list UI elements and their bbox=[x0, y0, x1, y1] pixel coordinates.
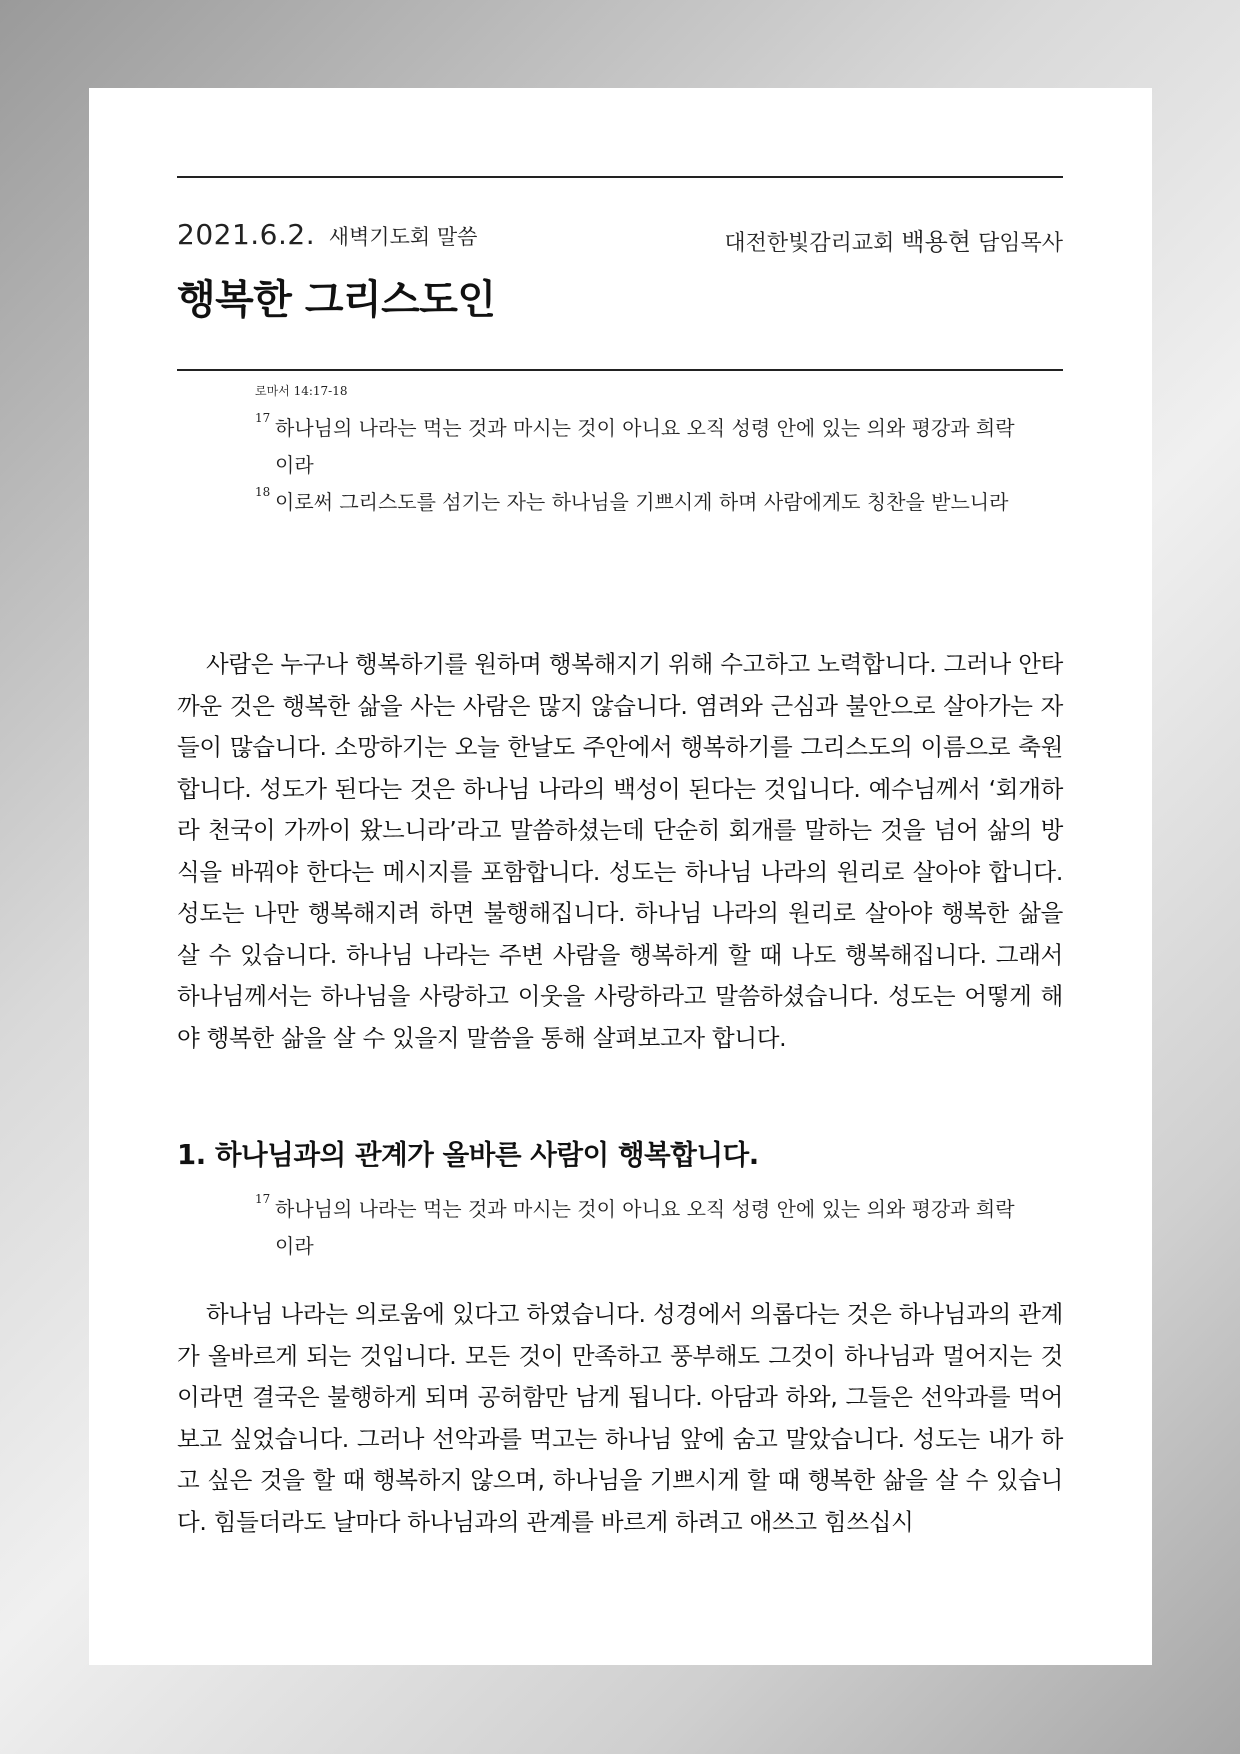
sermon-date-line bbox=[177, 218, 477, 251]
section-1-paragraph: 하나님 나라는 의로움에 있다고 하였습니다. 성경에서 의롭다는 것은 하나님과의 관계가 올바르게 되는 것입니다. 모든 것이 만족하고 풍부해도 그것이 하나님과 멀어지는 것이라면 결국은 불행하게 되며 공허함만 남게 됩니다. 아담과 하와, 그들은 선악과를 먹어보고 싶었습니다. 그러나 선악과를 먹고는 하나님 앞에 숨고 말았습니다. 성도는 내가 하고 싶은 것을 할 때 행복하지 않으며, 하나님을 기쁘시게 할 때 행복한 삶을 살 수 있습니다. 힘들더라도 날마다 하나님과의 관계를 바르게 하려고 애쓰고 힘쓰십시 bbox=[177, 1300, 1063, 1536]
service-label: 새벽기도회 말씀 bbox=[328, 225, 478, 249]
sermon-title: 행복한 그리스도인 bbox=[177, 277, 496, 323]
verse-18 bbox=[255, 484, 1015, 521]
verse-text: 이로써 그리스도를 섬기는 자는 하나님을 기쁘시게 하며 사람에게도 칭찬을 받느니라 bbox=[275, 490, 1009, 514]
verse-number: 17 bbox=[255, 411, 271, 425]
pastor-title: 담임목사 bbox=[977, 231, 1063, 256]
document-page bbox=[89, 88, 1152, 1665]
verse-text: 하나님의 나라는 먹는 것과 마시는 것이 아니요 오직 성령 안에 있는 의와 평강과 희락이라 bbox=[275, 1197, 1015, 1258]
scripture-reference: 로마서 14:17-18 bbox=[255, 384, 348, 398]
pastor-name: 백용현 bbox=[901, 228, 971, 256]
verse-number: 17 bbox=[255, 1192, 271, 1206]
section-1-scripture bbox=[255, 1191, 1015, 1265]
title-rule bbox=[177, 369, 1063, 371]
preacher-line bbox=[724, 222, 1063, 257]
intro-paragraph: 사람은 누구나 행복하기를 원하며 행복해지기 위해 수고하고 노력합니다. 그러나 안타까운 것은 행복한 삶을 사는 사람은 많지 않습니다. 염려와 근심과 불안으로 살아가는 자들이 많습니다. 소망하기는 오늘 한날도 주안에서 행복하기를 그리스도의 이름으로 축원합니다. 성도가 된다는 것은 하나님 나라의 백성이 된다는 것입니다. 예수님께서 ‘회개하라 천국이 가까이 왔느니라’라고 말씀하셨는데 단순히 회개를 말하는 것을 넘어 삶의 방식을 바꿔야 한다는 메시지를 포함합니다. 성도는 하나님 나라의 원리로 살아야 합니다. 성도는 나만 행복해지려 하면 불행해집니다. 하나님 나라의 원리로 살아야 행복한 삶을 살 수 있습니다. 하나님 나라는 주변 사람을 행복하게 할 때 나도 행복해집니다. 그래서 하나님께서는 하나님을 사랑하고 이웃을 사랑하라고 말씀하셨습니다. 성도는 어떻게 해야 행복한 삶을 살 수 있을지 말씀을 통해 살펴보고자 합니다. bbox=[177, 650, 1063, 1052]
verse-17 bbox=[255, 410, 1015, 484]
verse-text: 하나님의 나라는 먹는 것과 마시는 것이 아니요 오직 성령 안에 있는 의와 평강과 희락이라 bbox=[275, 416, 1015, 477]
top-rule bbox=[177, 176, 1063, 178]
verse-number: 18 bbox=[255, 485, 271, 499]
verse-17 bbox=[255, 1191, 1015, 1265]
sermon-date: 2021.6.2. bbox=[177, 218, 316, 251]
section-1-heading: 1. 하나님과의 관계가 올바른 사람이 행복합니다. bbox=[177, 1139, 759, 1171]
main-scripture bbox=[255, 382, 1015, 521]
church-name: 대전한빛감리교회 bbox=[724, 231, 895, 256]
